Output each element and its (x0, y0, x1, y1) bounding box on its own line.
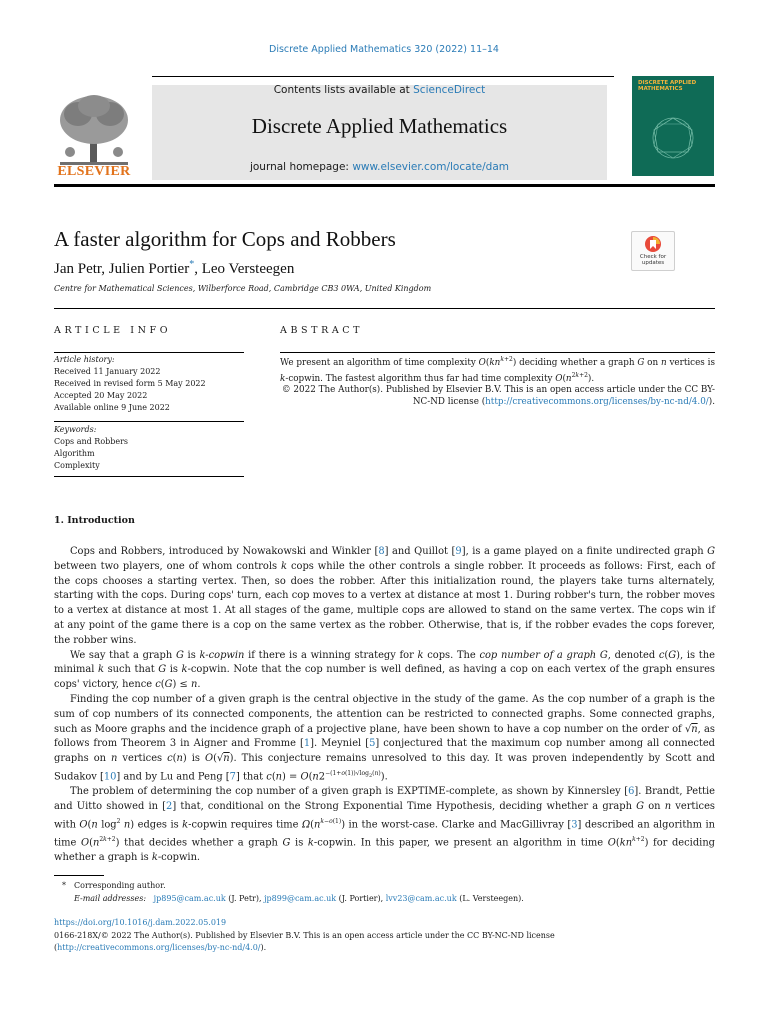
license-prefix: © 2022 The Author(s). Published by Elsevier B.V. This is an open access article under the CC BY-NC-ND license ( (281, 385, 715, 407)
corresponding-text: Corresponding author. (74, 881, 166, 890)
keyword: Algorithm (54, 449, 95, 458)
email-note (54, 892, 715, 905)
article-info-rule (54, 421, 244, 422)
history-item: Received in revised form 5 May 2022 (54, 379, 206, 388)
article-title: A faster algorithm for Cops and Robbers (54, 227, 396, 251)
article-info-rule (54, 476, 244, 477)
homepage-line (152, 161, 607, 173)
section-heading-introduction: 1. Introduction (54, 515, 135, 526)
email-owner: (J. Petr), (228, 894, 262, 903)
contents-prefix: Contents lists available at (273, 84, 410, 96)
keywords (54, 424, 244, 472)
history-label: Article history: (54, 355, 115, 364)
title-divider (54, 308, 715, 309)
keywords-label: Keywords: (54, 425, 97, 434)
elsevier-wordmark[interactable]: ELSEVIER (57, 164, 131, 179)
history-item: Available online 9 June 2022 (54, 403, 170, 412)
abstract-text: We present an algorithm of time complexity $O(kn^{k+2})$ deciding whether a graph G on n vertices is k-copwin. The fastest algorithm thus far had time complexity $O(n^{2k+2})$. © 2022 The Author(s). Published by Elsevier B.V. This is an open access article under the CC BY-NC-ND license (http://creativecommons.org/licenses/by-nc-nd/4.0/). (280, 356, 715, 407)
paragraph: Finding the cop number of a given graph is the central objective in the study of the game. As the cop number of a graph is the sum of cop numbers of its connected components, the attention can be restricted to connected graphs. Some connected graphs, such as Moore graphs and the incidence graph of a projective plane, have been shown to have a cop number on the order of √n, as follows from Theorem 3 in Aigner and Fromme [1]. Meyniel [5] conjectured that the maximum cop number among all connected graphs on n vertices c(n) is O(√n). This conjecture remains unresolved to this day. It was proven independently by Scott and Sudakov [10] and by Lu and Peng [7] that $c(n) = O(n2^{-(1+o(1))√log_2(n)})$. (54, 693, 715, 783)
email-owner: (L. Versteegen). (459, 894, 524, 903)
email-link[interactable]: jp899@cam.ac.uk (264, 894, 337, 903)
homepage-link[interactable]: www.elsevier.com/locate/dam (352, 161, 510, 173)
article-info-rule (54, 352, 244, 353)
copyright-prefix: 0166-218X/© 2022 The Author(s). Published by Elsevier B.V. This is an open access article under the CC BY-NC-ND license ( (54, 931, 555, 952)
contents-line (152, 84, 607, 96)
paragraph: The problem of determining the cop number of a given graph is EXPTIME-complete, as shown by Kinnersley [6]. Brandt, Pettie and Uitto showed in [2] that, conditional on the Strong Exponential Time Hypothesis, deciding whether a graph G on n vertices with O(n $\log^2 n$) edges is k-copwin requires time $\Omega(n^{k-o(1)})$ in the worst-case. Clarke and MacGillivray [3] described an algorithm in time $O(n^{2k+2})$ that decides whether a graph G is k-copwin. In this paper, we present an algorithm in time $O(kn^{k+2})$ for deciding whether a graph is k-copwin. (54, 786, 716, 863)
copyright-notice (54, 930, 715, 954)
homepage-prefix: journal homepage: (249, 161, 349, 173)
email-link[interactable]: lvv23@cam.ac.uk (385, 894, 457, 903)
cover-title: DISCRETE APPLIED MATHEMATICS (638, 80, 697, 92)
corresponding-author-note: * Corresponding author. (62, 881, 166, 890)
authors-last: , Leo Versteegen (194, 261, 295, 277)
email-label: E-mail addresses: (74, 894, 147, 903)
check-updates-label: Check for updates (639, 254, 667, 266)
authors-text: Jan Petr, Julien Portier (54, 261, 190, 277)
affiliation: Centre for Mathematical Sciences, Wilberforce Road, Cambridge CB3 0WA, United Kingdom (54, 284, 432, 293)
article-info-heading: ARTICLE INFO (54, 325, 172, 336)
header-divider (152, 76, 614, 77)
license-suffix: ). (708, 396, 715, 407)
history-item: Received 11 January 2022 (54, 367, 161, 376)
email-link[interactable]: jp895@cam.ac.uk (153, 894, 226, 903)
author-list (54, 259, 294, 278)
journal-citation[interactable]: Discrete Applied Mathematics 320 (2022) 11–14 (269, 44, 499, 55)
doi-link[interactable]: https://doi.org/10.1016/j.dam.2022.05.019 (54, 918, 227, 927)
header-thick-rule (54, 184, 715, 187)
copyright-suffix: ). (260, 943, 267, 952)
abstract-license (280, 385, 715, 408)
check-updates-icon (632, 232, 674, 256)
email-owner: (J. Portier), (338, 894, 384, 903)
copyright-license-link[interactable]: http://creativecommons.org/licenses/by-nc-nd/4.0/ (57, 943, 261, 952)
sciencedirect-link[interactable]: ScienceDirect (413, 84, 486, 96)
keyword: Complexity (54, 461, 100, 470)
license-link[interactable]: http://creativecommons.org/licenses/by-nc-nd/4.0/ (485, 396, 709, 407)
abstract-rule (280, 352, 715, 353)
paragraph: We say that a graph G is k-copwin if there is a winning strategy for k cops. The cop number of a graph G, denoted c(G), is the minimal k such that G is k-copwin. Note that the cop number is well defined, as having a cop on each vertex of the graph ensures cops' victory, hence c(G) ≤ n. (54, 649, 715, 691)
article-history (54, 354, 244, 414)
corresponding-author-mark[interactable]: * (189, 259, 195, 270)
footnotes (54, 879, 715, 905)
keyword: Cops and Robbers (54, 437, 129, 446)
footnote-rule (54, 875, 104, 876)
history-item: Accepted 20 May 2022 (54, 391, 148, 400)
journal-name[interactable]: Discrete Applied Mathematics (251, 114, 508, 138)
paragraph: Cops and Robbers, introduced by Nowakowski and Winkler [8] and Quillot [9], is a game played on a finite undirected graph G between two players, one of whom controls k cops while the other controls a single robber. It proceeds as follows: First, each of the cops chooses a starting vertex. Then, so does the robber. After this initialization round, the players take turns alternately, starting with the cops. During cops' turn, each cop moves to a vertex at distance at most 1. During robber's turn, the robber moves to a vertex at distance at most 1. At all stages of the game, multiple cops are allowed to stand on the same vertex. The cops win if at any point of the game there is a cop on the same vertex as the robber. Otherwise, that is, if the robber evades the cops forever, the robber wins. (54, 546, 715, 646)
body-text (54, 545, 715, 866)
abstract-heading: ABSTRACT (280, 325, 364, 336)
